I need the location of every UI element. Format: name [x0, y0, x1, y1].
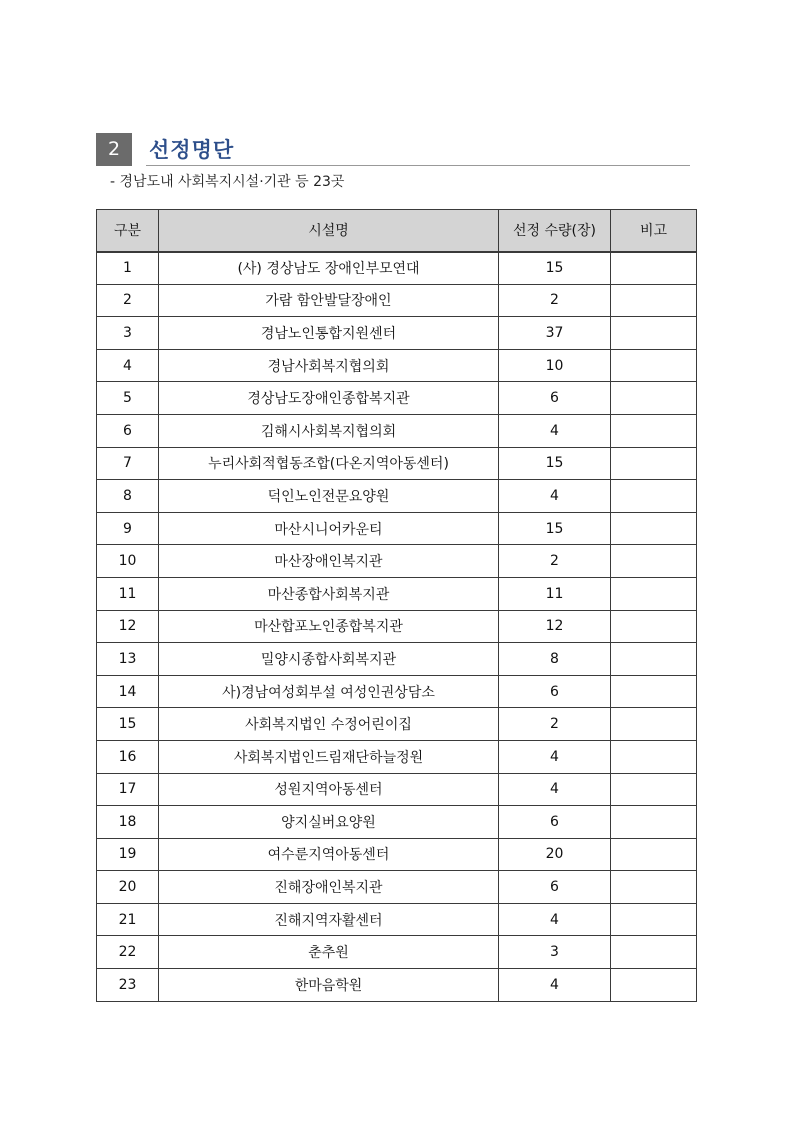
cell-quantity: 2	[499, 708, 611, 741]
cell-quantity: 15	[499, 447, 611, 480]
cell-note	[611, 512, 697, 545]
cell-quantity: 15	[499, 252, 611, 285]
table-row	[97, 382, 697, 415]
table-row	[97, 643, 697, 676]
table-row	[97, 512, 697, 545]
header-note: 비고	[611, 210, 697, 252]
table-row	[97, 414, 697, 447]
cell-facility-name: 가람 함안발달장애인	[159, 284, 499, 317]
cell-number: 1	[97, 252, 159, 285]
cell-number: 23	[97, 969, 159, 1002]
cell-number: 3	[97, 317, 159, 350]
table-row	[97, 708, 697, 741]
cell-facility-name: 진해지역자활센터	[159, 903, 499, 936]
cell-note	[611, 838, 697, 871]
cell-quantity: 2	[499, 545, 611, 578]
cell-note	[611, 903, 697, 936]
cell-quantity: 15	[499, 512, 611, 545]
cell-number: 21	[97, 903, 159, 936]
cell-note	[611, 252, 697, 285]
cell-number: 13	[97, 643, 159, 676]
cell-quantity: 12	[499, 610, 611, 643]
cell-note	[611, 740, 697, 773]
cell-number: 10	[97, 545, 159, 578]
cell-facility-name: 덕인노인전문요양원	[159, 480, 499, 513]
cell-note	[611, 936, 697, 969]
table-row	[97, 806, 697, 839]
cell-number: 18	[97, 806, 159, 839]
table-row	[97, 545, 697, 578]
table-row	[97, 349, 697, 382]
cell-facility-name: 성원지역아동센터	[159, 773, 499, 806]
cell-quantity: 4	[499, 969, 611, 1002]
table-row	[97, 871, 697, 904]
cell-number: 11	[97, 577, 159, 610]
cell-facility-name: 사)경남여성회부설 여성인권상담소	[159, 675, 499, 708]
cell-note	[611, 806, 697, 839]
section-header	[96, 133, 690, 167]
table-row	[97, 773, 697, 806]
table-row	[97, 447, 697, 480]
cell-facility-name: 마산합포노인종합복지관	[159, 610, 499, 643]
table-row	[97, 675, 697, 708]
cell-facility-name: 사회복지법인드림재단하늘정원	[159, 740, 499, 773]
table-row	[97, 838, 697, 871]
cell-note	[611, 317, 697, 350]
cell-number: 16	[97, 740, 159, 773]
cell-number: 6	[97, 414, 159, 447]
header-facility-name: 시설명	[159, 210, 499, 252]
cell-facility-name: 사회복지법인 수정어린이집	[159, 708, 499, 741]
cell-number: 4	[97, 349, 159, 382]
cell-number: 19	[97, 838, 159, 871]
table-row	[97, 610, 697, 643]
cell-quantity: 20	[499, 838, 611, 871]
cell-number: 15	[97, 708, 159, 741]
subtitle: - 경남도내 사회복지시설·기관 등 23곳	[110, 174, 345, 190]
cell-facility-name: (사) 경상남도 장애인부모연대	[159, 252, 499, 285]
cell-number: 9	[97, 512, 159, 545]
cell-quantity: 4	[499, 740, 611, 773]
cell-note	[611, 871, 697, 904]
cell-note	[611, 610, 697, 643]
cell-note	[611, 969, 697, 1002]
cell-quantity: 11	[499, 577, 611, 610]
cell-quantity: 6	[499, 382, 611, 415]
table-row	[97, 903, 697, 936]
cell-facility-name: 춘추원	[159, 936, 499, 969]
table-row	[97, 317, 697, 350]
cell-number: 17	[97, 773, 159, 806]
cell-facility-name: 진해장애인복지관	[159, 871, 499, 904]
cell-quantity: 4	[499, 480, 611, 513]
cell-note	[611, 643, 697, 676]
header-category: 구분	[97, 210, 159, 252]
table-row	[97, 740, 697, 773]
table-row	[97, 969, 697, 1002]
cell-facility-name: 양지실버요양원	[159, 806, 499, 839]
cell-quantity: 10	[499, 349, 611, 382]
cell-quantity: 4	[499, 773, 611, 806]
cell-number: 5	[97, 382, 159, 415]
cell-quantity: 37	[499, 317, 611, 350]
cell-note	[611, 447, 697, 480]
cell-number: 12	[97, 610, 159, 643]
cell-facility-name: 경남사회복지협의회	[159, 349, 499, 382]
cell-note	[611, 480, 697, 513]
cell-quantity: 6	[499, 675, 611, 708]
table-header-row	[97, 210, 697, 252]
cell-facility-name: 김해시사회복지협의회	[159, 414, 499, 447]
table-row	[97, 936, 697, 969]
cell-number: 2	[97, 284, 159, 317]
cell-note	[611, 708, 697, 741]
cell-facility-name: 여수룬지역아동센터	[159, 838, 499, 871]
cell-number: 20	[97, 871, 159, 904]
cell-note	[611, 382, 697, 415]
cell-note	[611, 284, 697, 317]
cell-facility-name: 경남노인통합지원센터	[159, 317, 499, 350]
table-row	[97, 284, 697, 317]
cell-quantity: 2	[499, 284, 611, 317]
selection-table	[96, 209, 697, 1002]
cell-note	[611, 577, 697, 610]
cell-note	[611, 675, 697, 708]
section-number: 2	[96, 133, 132, 166]
table-row	[97, 252, 697, 285]
cell-note	[611, 349, 697, 382]
table-row	[97, 480, 697, 513]
header-quantity: 선정 수량(장)	[499, 210, 611, 252]
cell-facility-name: 누리사회적협동조합(다온지역아동센터)	[159, 447, 499, 480]
cell-note	[611, 545, 697, 578]
cell-facility-name: 경상남도장애인종합복지관	[159, 382, 499, 415]
cell-facility-name: 마산시니어카운티	[159, 512, 499, 545]
cell-facility-name: 마산종합사회복지관	[159, 577, 499, 610]
section-title: 선정명단	[149, 138, 235, 162]
cell-quantity: 8	[499, 643, 611, 676]
cell-quantity: 4	[499, 414, 611, 447]
cell-number: 22	[97, 936, 159, 969]
section-divider	[146, 165, 690, 166]
cell-quantity: 3	[499, 936, 611, 969]
cell-note	[611, 773, 697, 806]
cell-facility-name: 한마음학원	[159, 969, 499, 1002]
cell-facility-name: 마산장애인복지관	[159, 545, 499, 578]
table-row	[97, 577, 697, 610]
cell-quantity: 4	[499, 903, 611, 936]
cell-quantity: 6	[499, 871, 611, 904]
cell-note	[611, 414, 697, 447]
cell-number: 14	[97, 675, 159, 708]
cell-number: 7	[97, 447, 159, 480]
cell-facility-name: 밀양시종합사회복지관	[159, 643, 499, 676]
cell-quantity: 6	[499, 806, 611, 839]
cell-number: 8	[97, 480, 159, 513]
